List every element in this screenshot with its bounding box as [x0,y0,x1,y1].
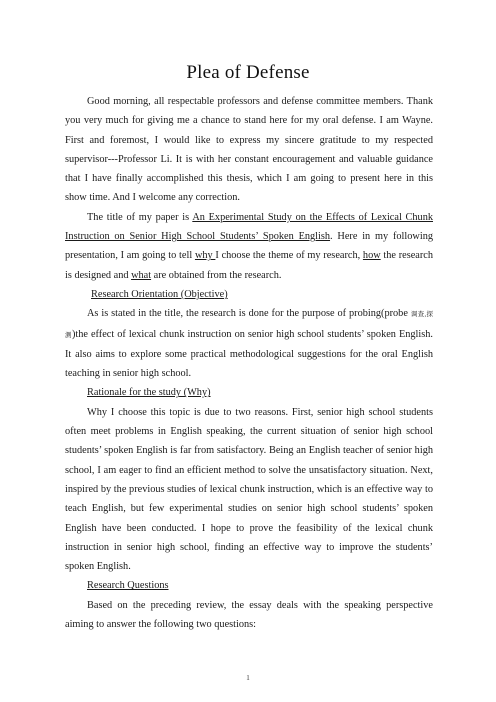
thesis-title-underlined: An Experimental Study on the Effects of Lexical Chunk Instruction on Senior High School Students’ Spoken English [65,211,433,243]
paragraph-questions: Based on the preceding review, the essay deals with the speaking perspective aiming to answer the following two questions: [65,599,433,631]
keyword-what: what [131,269,152,281]
chinese-annotation: 调查,探测 [65,311,434,339]
paragraph-greeting: Good morning, all respectable professors and defense committee members. Thank you very much for giving me a chance to stand here for my oral defense. I am Wayne. First and foremost, I would like to express my sincere gratitude to my respected supervisor---Professor Li. It is with her constant encouragement and valuable guidance that I have finally accomplished this thesis, which I am going to present here in this show time. And I welcome any correction. [65,96,433,204]
text-run: are obtained from the research. [151,269,282,281]
heading-research-questions: Research Questions [87,580,169,592]
paragraph-rationale: Why I choose this topic is due to two reasons. First, senior high school students often meet problems in English speaking, the current situation of senior high school students’ spoken English is far from satisfactory. Being an English teacher of senior high school, I am eager to find an efficient method to solve the unsatisfactory situation. Next, inspired by the previous studies of lexical chunk instruction, which is an effective way to teach English, but few experimental studies on senior high school students’ spoken English have been conducted. I hope to prove the feasibility of the lexical chunk instruction in senior high school, finding an effective way to improve the students’ spoken English. [65,406,433,573]
page-number: 1 [246,674,250,682]
paragraph-objective [65,304,433,383]
text-run: I choose the theme of my research, [215,250,363,262]
document-body [65,92,433,634]
text-run: As is stated in the title, the research is done for the purpose of probing(probe [87,308,411,320]
document-title: Plea of Defense [186,62,310,83]
text-run: . Here in my following presentation, I am going to tell [65,231,433,262]
text-run: The title of my paper is [87,211,193,223]
keyword-why: why [194,250,216,262]
text-run: the research is designed and [65,250,433,281]
heading-rationale: Rationale for the study (Why) [87,387,211,399]
heading-research-orientation: Research Orientation (Objective) [91,288,228,300]
paragraph-title-intro [65,208,433,285]
text-run: )the effect of lexical chunk instruction on senior high school students’ spoken English. It also aims to explore some practical methodological suggestions for the oral English teaching in senior high school. [65,328,433,380]
keyword-how: how [362,250,381,262]
